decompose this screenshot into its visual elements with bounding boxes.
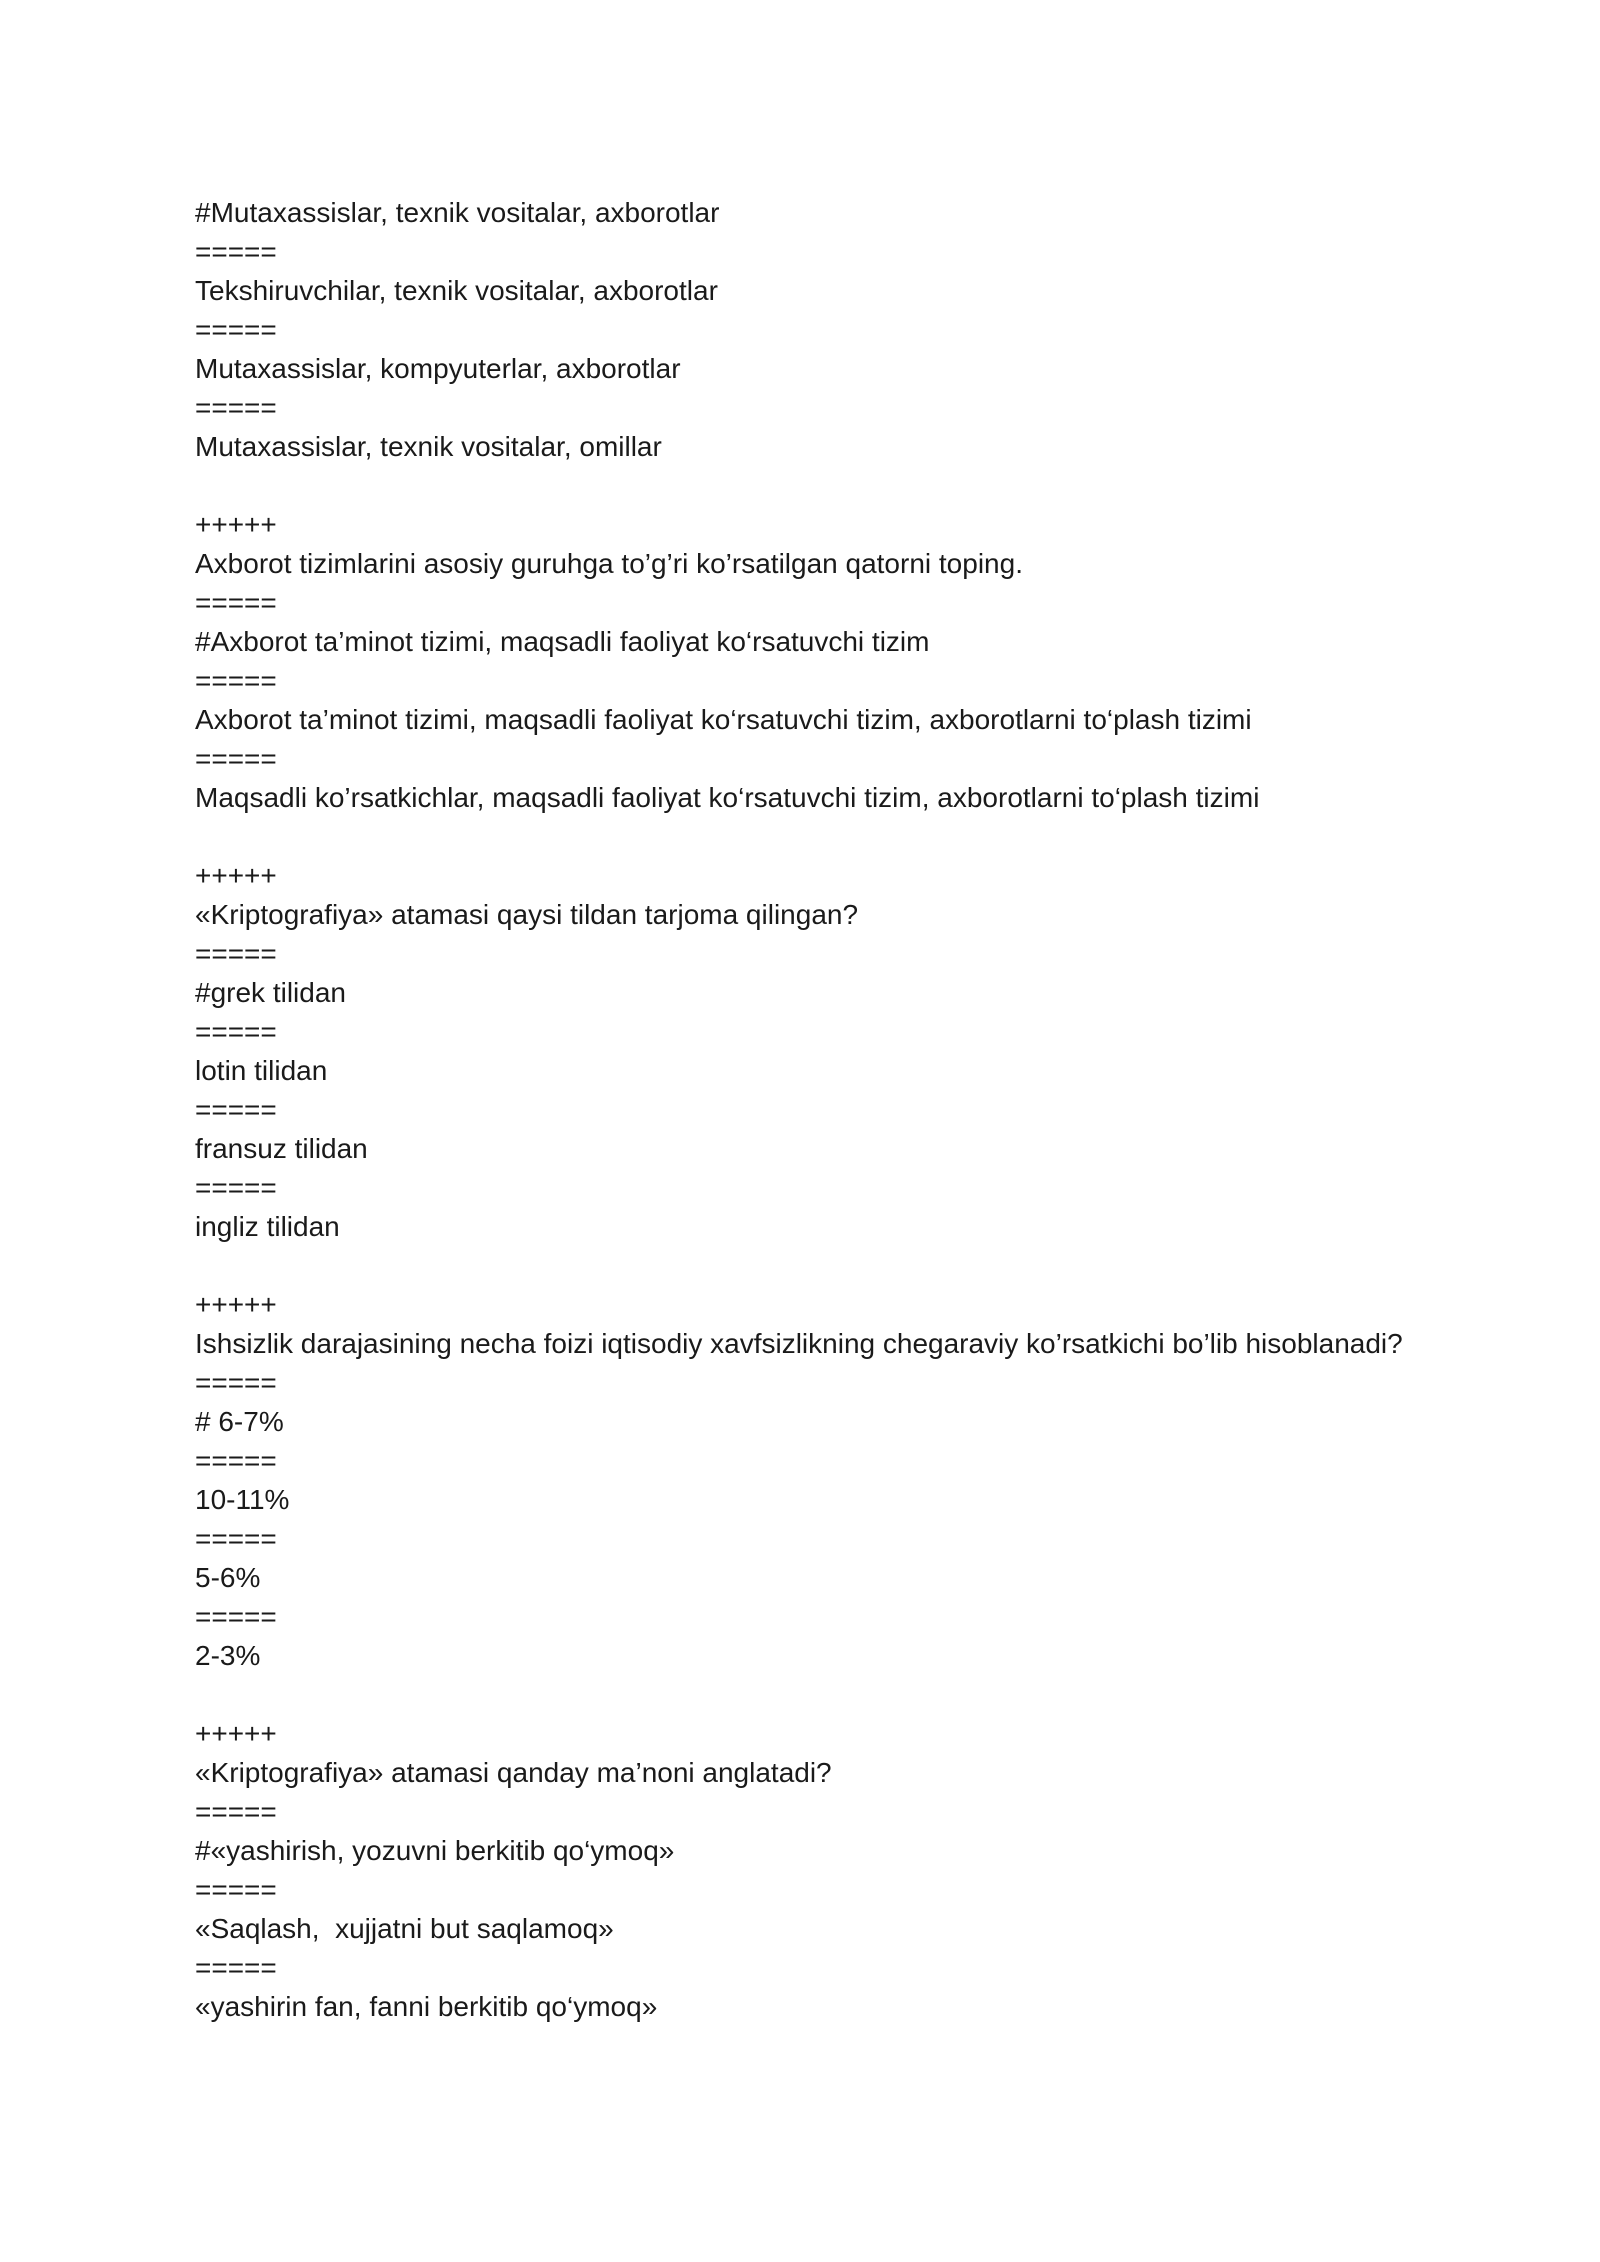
blank-line xyxy=(195,1675,1425,1714)
question-separator: +++++ xyxy=(195,860,277,891)
answer-option: ingliz tilidan xyxy=(195,1211,340,1242)
blank-line xyxy=(195,466,1425,505)
question-text: Ishsizlik darajasining necha foizi iqtisodiy xavfsizlikning chegaraviy ko’rsatkichi bo’lib hisoblanadi? xyxy=(195,1328,1403,1359)
answer-option: 10-11% xyxy=(195,1484,290,1515)
option-separator: ===== xyxy=(195,1016,277,1047)
answer-option: #grek tilidan xyxy=(195,977,346,1008)
question-separator: +++++ xyxy=(195,509,277,540)
option-separator: ===== xyxy=(195,587,277,618)
answer-option: lotin tilidan xyxy=(195,1055,328,1086)
option-separator: ===== xyxy=(195,1523,277,1554)
answer-option: Maqsadli ko’rsatkichlar, maqsadli faoliyat ko‘rsatuvchi tizim, axborotlarni to‘plash tizimi xyxy=(195,782,1260,813)
option-separator: ===== xyxy=(195,1445,277,1476)
option-separator: ===== xyxy=(195,1952,277,1983)
option-separator: ===== xyxy=(195,236,277,267)
option-separator: ===== xyxy=(195,314,277,345)
question-separator: +++++ xyxy=(195,1718,277,1749)
answer-option: #Mutaxassislar, texnik vositalar, axborotlar xyxy=(195,197,720,228)
option-separator: ===== xyxy=(195,1796,277,1827)
answer-option: 2-3% xyxy=(195,1640,261,1671)
answer-option: #Axborot ta’minot tizimi, maqsadli faoliyat ko‘rsatuvchi tizim xyxy=(195,626,930,657)
option-separator: ===== xyxy=(195,1874,277,1905)
answer-option: #«yashirish, yozuvni berkitib qo‘ymoq» xyxy=(195,1835,675,1866)
answer-option: Tekshiruvchilar, texnik vositalar, axborotlar xyxy=(195,275,718,306)
answer-option: Mutaxassislar, texnik vositalar, omillar xyxy=(195,431,662,462)
option-separator: ===== xyxy=(195,1172,277,1203)
answer-option: Mutaxassislar, kompyuterlar, axborotlar xyxy=(195,353,681,384)
answer-option: «yashirin fan, fanni berkitib qo‘ymoq» xyxy=(195,1991,658,2022)
option-separator: ===== xyxy=(195,1367,277,1398)
answer-option: Axborot ta’minot tizimi, maqsadli faoliyat ko‘rsatuvchi tizim, axborotlarni to‘plash tizimi xyxy=(195,704,1252,735)
option-separator: ===== xyxy=(195,1094,277,1125)
blank-line xyxy=(195,817,1425,856)
question-separator: +++++ xyxy=(195,1289,277,1320)
option-separator: ===== xyxy=(195,1601,277,1632)
answer-option: # 6-7% xyxy=(195,1406,284,1437)
answer-option: «Saqlash, xujjatni but saqlamoq» xyxy=(195,1913,614,1944)
question-text: «Kriptografiya» atamasi qaysi tildan tarjoma qilingan? xyxy=(195,899,859,930)
blank-line xyxy=(195,1246,1425,1285)
option-separator: ===== xyxy=(195,743,277,774)
answer-option: 5-6% xyxy=(195,1562,261,1593)
question-text: Axborot tizimlarini asosiy guruhga to’g’ri ko’rsatilgan qatorni toping. xyxy=(195,548,1023,579)
question-text: «Kriptografiya» atamasi qanday ma’noni anglatadi? xyxy=(195,1757,832,1788)
option-separator: ===== xyxy=(195,938,277,969)
option-separator: ===== xyxy=(195,665,277,696)
answer-option: fransuz tilidan xyxy=(195,1133,368,1164)
test-questions-content xyxy=(195,193,1425,2026)
option-separator: ===== xyxy=(195,392,277,423)
